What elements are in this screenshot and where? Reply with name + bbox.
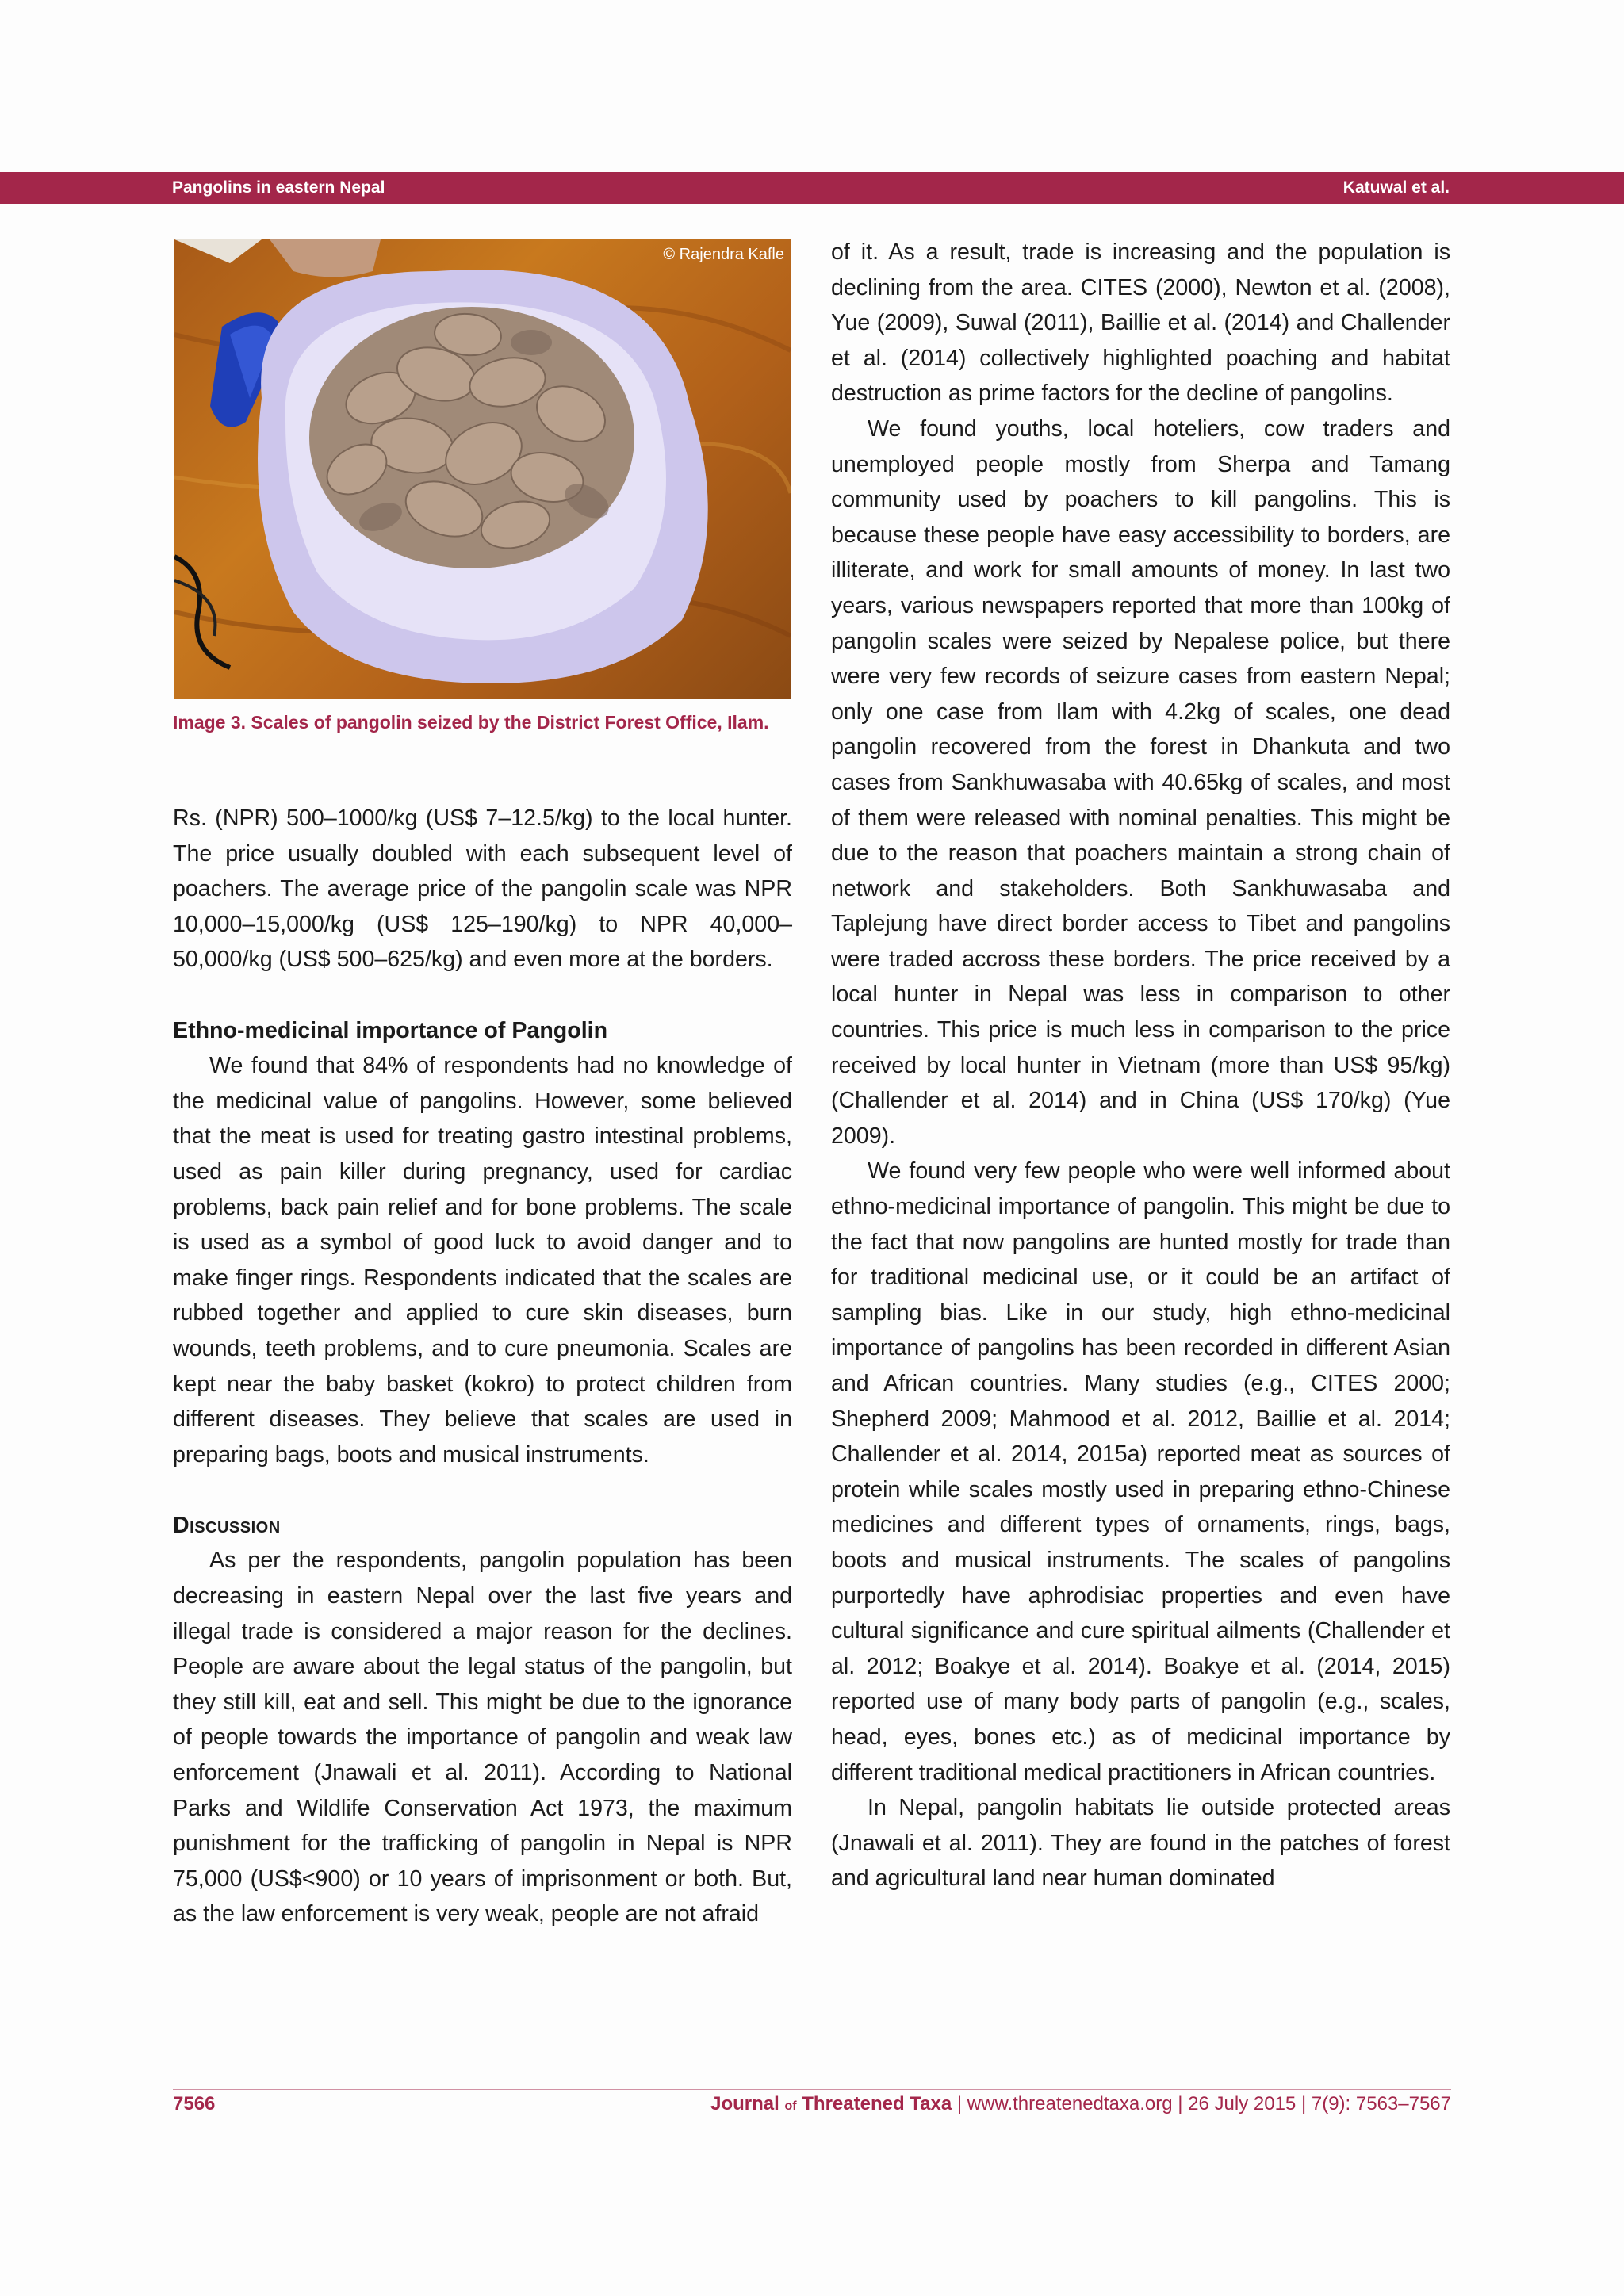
- left-paragraph-3: As per the respondents, pangolin population has been decreasing in eastern Nepal over the last five years and illegal trade is considered a major reason for the declines. People are aware about the legal status of the pangolin, but they still kill, eat and sell. This might be due to the ignorance of people towards the importance of pangolin and weak law enforcement (Jnawali et al. 2011). According to National Parks and Wildlife Conservation Act 1973, the maximum punishment for the trafficking of pangolin in Nepal is NPR 75,000 (US$<900) or 10 years of imprisonment or both. But, as the law enforcement is very weak, people are not afraid: [173, 1548, 792, 1927]
- spacer: [173, 978, 792, 1013]
- running-title: Pangolins in eastern Nepal: [172, 178, 385, 197]
- page-number: 7566: [173, 2093, 216, 2114]
- left-column: [173, 801, 792, 1932]
- right-paragraph-4: In Nepal, pangolin habitats lie outside protected areas (Jnawali et al. 2011). They are found in the patches of forest and agricultural land near human dominated: [831, 1795, 1450, 1892]
- journal-issue-info: | www.threatenedtaxa.org | 26 July 2015 | 7(9): 7563–7567: [952, 2093, 1451, 2114]
- left-paragraph-1: Rs. (NPR) 500–1000/kg (US$ 7–12.5/kg) to the local hunter. The price usually doubled with each subsequent level of poachers. The average price of the pangolin scale was NPR 10,000–15,000/kg (US$ 125–190/kg) to NPR 40,000–50,000/kg (US$ 500–625/kg) and even more at the borders.: [173, 806, 792, 973]
- section-heading-ethno-medicinal: Ethno-medicinal importance of Pangolin: [173, 1017, 608, 1043]
- figure-caption: Image 3. Scales of pangolin seized by the District Forest Office, Ilam.: [173, 712, 769, 733]
- photo-illustration: [174, 239, 791, 699]
- left-paragraph-2: We found that 84% of respondents had no knowledge of the medicinal value of pangolins. However, some believed that the meat is used for treating gastro intestinal problems, used as pain killer during pregnancy, used for cardiac problems, back pain relief and for bone problems. The scale is used as a symbol of good luck to avoid danger and to make finger rings. Respondents indicated that the scales are rubbed together and applied to cure skin diseases, burn wounds, teeth problems, and to cure pneumonia. Scales are kept near the baby basket (kokro) to protect children from different diseases. They believe that scales are used in preparing bags, boots and musical instruments.: [173, 1053, 792, 1468]
- journal-name-part2: Threatened Taxa: [802, 2093, 952, 2114]
- right-paragraph-3: We found very few people who were well informed about ethno-medicinal importance of pangolin. This might be due to the fact that now pangolins are hunted mostly for trade than for traditional medicinal use, or it could be an artifact of sampling bias. Like in our study, high ethno-medicinal importance of pangolins has been recorded in different Asian and African countries. Many studies (e.g., CITES 2000; Shepherd 2009; Mahmood et al. 2012, Baillie et al. 2014; Challender et al. 2014, 2015a) reported meat as sources of protein while scales mostly used in preparing ethno-Chinese medicines and different types of ornaments, rings, bags, boots and musical instruments. The scales of pangolins purportedly have aphrodisiac properties and even have cultural significance and cure spiritual ailments (Challender et al. 2012; Boakye et al. 2014). Boakye et al. (2014, 2015) reported use of many body parts of pangolin (e.g., scales, head, eyes, bones etc.) as of medicinal importance by different traditional medical practitioners in African countries.: [831, 1158, 1450, 1785]
- right-column: [831, 235, 1450, 1896]
- running-authors: Katuwal et al.: [1342, 178, 1450, 197]
- running-header: [0, 172, 1624, 204]
- photo-credit: © Rajendra Kafle: [663, 246, 784, 263]
- journal-name-of: of: [784, 2099, 797, 2113]
- journal-name-part1: Journal: [710, 2093, 779, 2114]
- spacer: [173, 1472, 792, 1508]
- right-paragraph-2: We found youths, local hoteliers, cow traders and unemployed people mostly from Sherpa and Tamang community used by poachers to kill pangolins. This is because these people have easy accessibility to borders, are illiterate, and work for small amounts of money. In last two years, various newspapers reported that more than 100kg of pangolin scales were seized by Nepalese police, but there were very few records of seizure cases from eastern Nepal; only one case from Ilam with 4.2kg of scales, one dead pangolin recovered from the forest in Dhankuta and two cases from Sankhuwasaba with 40.65kg of scales, and most of them were released with nominal penalties. This might be due to the reason that poachers maintain a strong chain of network and stakeholders. Both Sankhuwasaba and Taplejung have direct border access to Tibet and pangolins were traded accross these borders. The price received by a local hunter in Nepal was less in comparison to other countries. This price is much less in comparison to the price received by local hunter in Vietnam (more than US$ 95/kg) (Challender et al. 2014) and in China (US$ 170/kg) (Yue 2009).: [831, 415, 1450, 1149]
- section-heading-discussion: Discussion: [173, 1512, 281, 1538]
- right-paragraph-1: of it. As a result, trade is increasing and the population is declining from the area. CITES (2000), Newton et al. (2008), Yue (2009), Suwal (2011), Baillie et al. (2014) and Challender et al. (2014) collectively highlighted poaching and habitat destruction as prime factors for the decline of pangolins.: [831, 239, 1450, 407]
- journal-citation: [710, 2090, 1451, 2121]
- pangolin-scales-photo: [174, 239, 791, 699]
